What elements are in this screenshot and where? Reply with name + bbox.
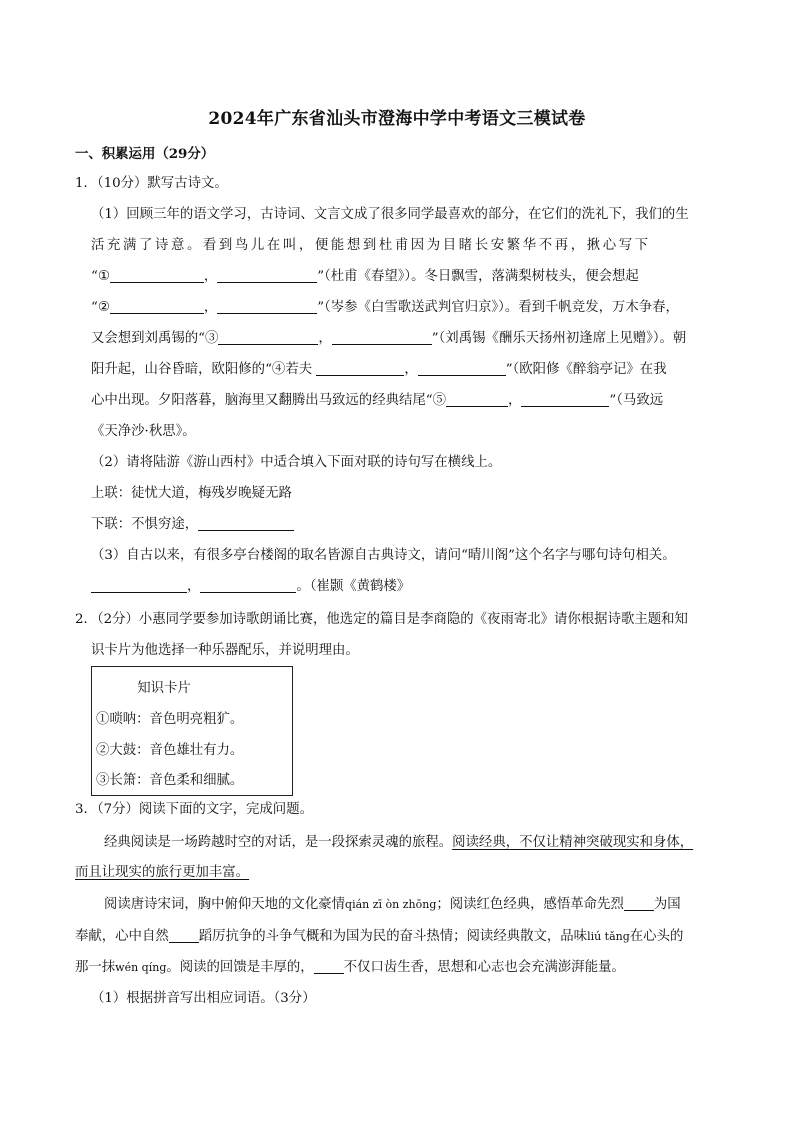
underlined-sentence: 而且让现实的旅行更加丰富。 bbox=[75, 865, 250, 880]
q1-text: ”（欧阳修《醉翁亭记》在我 bbox=[505, 362, 667, 377]
couplet-lower-text: 下联：不惧穷途， bbox=[91, 517, 199, 532]
answer-blank[interactable] bbox=[521, 392, 609, 407]
couplet-upper: 上联：徒忧大道，梅残岁晚疑无路 bbox=[91, 486, 292, 501]
q1-text: 阳升起，山谷昏暗，欧阳修的“④若夫 bbox=[91, 362, 317, 377]
question-1-heading: 1．（10分）默写古诗文。 bbox=[75, 176, 228, 191]
q3-paragraph-line bbox=[75, 928, 683, 946]
q1-text: ， bbox=[203, 300, 218, 315]
q3-paragraph-line bbox=[75, 959, 625, 977]
pinyin: wén qíng bbox=[115, 961, 167, 974]
answer-blank[interactable] bbox=[217, 268, 317, 283]
q1-paragraph-line bbox=[91, 361, 667, 379]
q1-text: ， bbox=[318, 331, 332, 346]
q1-text: 。（崔颢《黄鹤楼》 bbox=[296, 579, 411, 594]
q1-text: ， bbox=[508, 393, 522, 408]
underlined-sentence: 阅读经典，不仅让精神突破现实和身体， bbox=[452, 835, 694, 850]
answer-blank[interactable] bbox=[314, 959, 344, 974]
q1-text: “① bbox=[91, 269, 110, 284]
page-title: 2024年广东省汕头市澄海中学中考语文三模试卷 bbox=[208, 109, 586, 129]
answer-blank[interactable] bbox=[418, 361, 506, 376]
q1-text: ”（岑参《白雪歌送武判官归京》）。看到千帆竞发，万木争春， bbox=[317, 300, 679, 315]
answer-blank[interactable] bbox=[332, 330, 432, 345]
q3-text: 不仅口齿生香，思想和心志也会充满澎湃能量。 bbox=[343, 960, 625, 975]
q1-paragraph-line bbox=[91, 330, 686, 348]
knowledge-card-item: ①唢呐：音色明亮粗犷。 bbox=[96, 712, 244, 727]
knowledge-card-item: ②大鼓：音色雄壮有力。 bbox=[96, 743, 244, 758]
knowledge-card-item: ③长箫：音色柔和细腻。 bbox=[96, 773, 244, 788]
q3-paragraph-line bbox=[104, 896, 681, 914]
answer-blank[interactable] bbox=[218, 330, 318, 345]
section-heading: 一、积累运用（29分） bbox=[75, 146, 215, 162]
couplet-lower bbox=[91, 516, 294, 534]
q1-text: ”（刘禹锡《酬乐天扬州初逢席上见赠》）。朝 bbox=[431, 331, 687, 346]
q3-text: 蹈厉抗争的斗争气概和为国为民的奋斗热情；阅读经典散文，品味 bbox=[198, 929, 588, 944]
q1-paragraph-line bbox=[91, 268, 639, 286]
q1-paragraph-line bbox=[91, 392, 663, 410]
answer-blank[interactable] bbox=[169, 928, 199, 943]
pinyin: liú tǎng bbox=[587, 930, 630, 943]
q1-text: 心中出现。夕阳落暮，脑海里又翻腾出马致远的经典结尾“⑤ bbox=[91, 393, 446, 408]
q1-paragraph-line: 《天净沙·秋思》。 bbox=[91, 424, 196, 439]
q3-text: 经典阅读是一场跨越时空的对话，是一段探索灵魂的旅程。 bbox=[104, 835, 453, 850]
answer-blank[interactable] bbox=[200, 578, 296, 593]
answer-blank[interactable] bbox=[110, 268, 204, 283]
q1-subquestion-2: （2）请将陆游《游山西村》中适合填入下面对联的诗句写在横线上。 bbox=[91, 455, 502, 470]
q1-subquestion-3-answer bbox=[91, 578, 410, 596]
q1-text: 又会想到刘禹锡的“③ bbox=[91, 331, 219, 346]
q3-text: 。阅读的回馈是丰厚的， bbox=[166, 960, 314, 975]
answer-blank[interactable] bbox=[316, 361, 404, 376]
q3-text: 为国 bbox=[653, 897, 681, 912]
answer-blank[interactable] bbox=[91, 578, 187, 593]
knowledge-card-title: 知识卡片 bbox=[137, 681, 191, 696]
q1-paragraph-line: （1）回顾三年的语文学习，古诗词、文言文成了很多同学最喜欢的部分，在它们的洗礼下，我们的生 bbox=[91, 207, 689, 222]
answer-blank[interactable] bbox=[217, 299, 317, 314]
q3-paragraph-line bbox=[104, 834, 693, 852]
q1-text: “② bbox=[91, 300, 110, 315]
question-2-heading: 2．（2分）小惠同学要参加诗歌朗诵比赛，他选定的篇目是李商隐的《夜雨寄北》请你根据诗歌主题和知 bbox=[75, 612, 688, 627]
pinyin: qián zī òn zhōng bbox=[345, 898, 437, 911]
answer-blank[interactable] bbox=[446, 392, 508, 407]
q1-paragraph-line bbox=[91, 299, 679, 317]
answer-blank[interactable] bbox=[624, 896, 654, 911]
question-2-line: 识卡片为他选择一种乐器配乐，并说明理由。 bbox=[91, 643, 359, 658]
q3-paragraph-line bbox=[75, 864, 249, 882]
q1-text: ”（马致远 bbox=[609, 393, 664, 408]
q1-subquestion-3: （3）自古以来，有很多亭台楼阁的取名皆源自古典诗文，请问“晴川阁”这个名字与哪句诗句相关。 bbox=[91, 548, 676, 563]
q3-text: ；阅读红色经典，感悟革命先烈 bbox=[436, 897, 624, 912]
answer-blank[interactable] bbox=[110, 299, 204, 314]
q1-text: ， bbox=[404, 362, 418, 377]
q1-text: ”（杜甫《春望》）。冬日飘雪，落满梨树枝头，便会想起 bbox=[317, 269, 639, 284]
answer-blank[interactable] bbox=[198, 516, 294, 531]
q3-text: 奉献，心中自然 bbox=[75, 929, 169, 944]
q3-text: 在心头的 bbox=[629, 929, 684, 944]
q3-text: 阅读唐诗宋词，胸中俯仰天地的文化豪情 bbox=[104, 897, 346, 912]
q1-paragraph-line: 活充满了诗意。看到鸟儿在叫，便能想到杜甫因为目睹长安繁华不再，揪心写下 bbox=[91, 238, 651, 253]
knowledge-card bbox=[91, 666, 293, 796]
q3-subquestion-1: （1）根据拼音写出相应词语。（3分） bbox=[91, 991, 316, 1006]
q3-text: 那一抹 bbox=[75, 960, 116, 975]
q1-text: ， bbox=[187, 579, 201, 594]
q1-text: ， bbox=[203, 269, 218, 284]
question-3-heading: 3．（7分）阅读下面的文字，完成问题。 bbox=[75, 802, 313, 817]
